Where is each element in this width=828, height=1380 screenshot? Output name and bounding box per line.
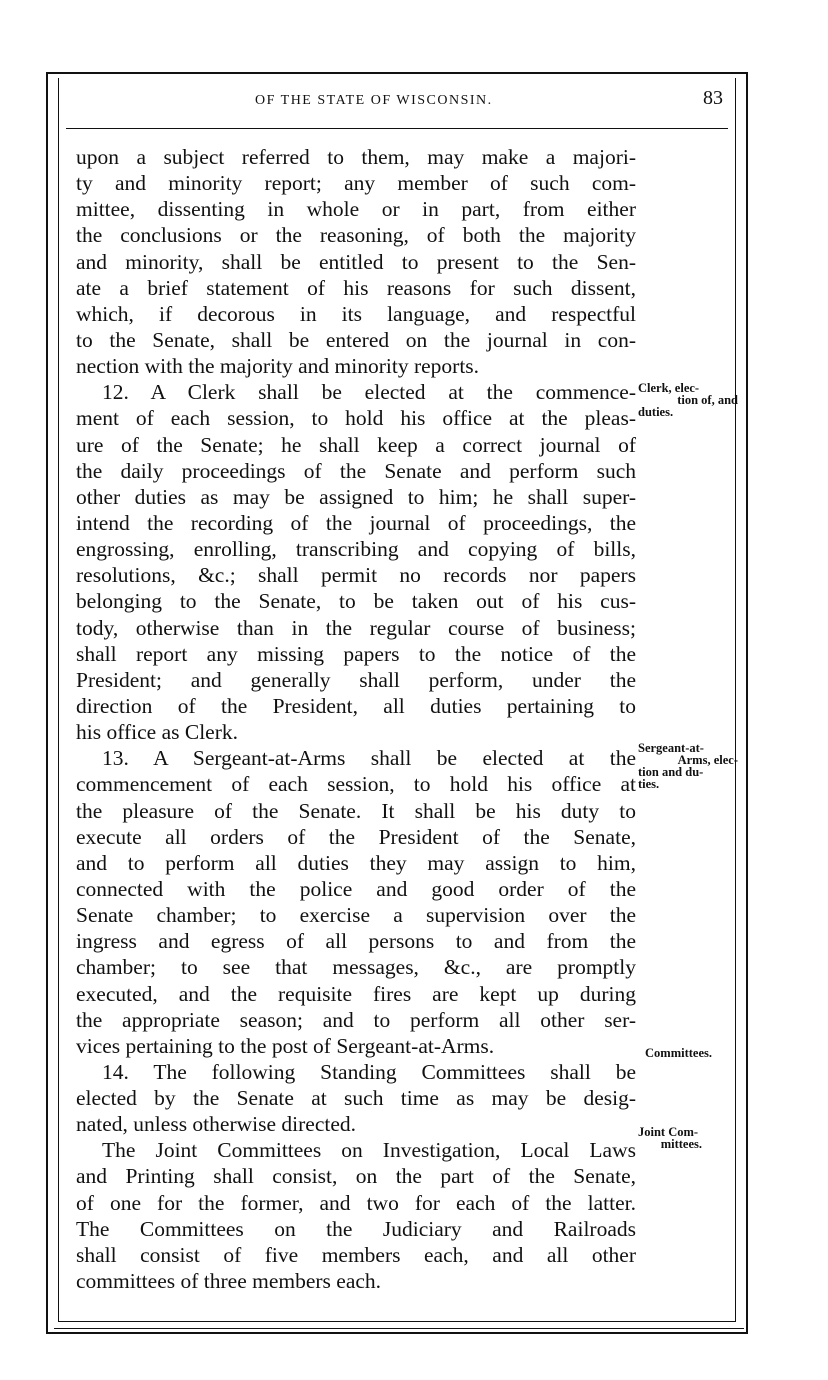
margin-note-sergeant [638,742,738,790]
text-line: nection with the majority and minority reports. [76,354,480,379]
margin-note-line: Committees. [645,1046,712,1060]
rule-14-start: 14. The following Standing Committees shall be [102,1059,636,1084]
text-line: ingress and egress of all persons to and from the [76,929,636,954]
page-border-bottom-rule [54,1328,744,1329]
rule-12-start: 12. A Clerk shall be elected at the commence- [102,380,636,405]
margin-note-line: Joint Com- [638,1125,699,1139]
margin-note-line: tion and du- [638,765,704,779]
text-line: upon a subject referred to them, may make a majori- [76,145,636,169]
margin-note-joint-committees [638,1126,738,1150]
text-line: direction of the President, all duties pertaining to [76,693,636,718]
text-line: of one for the former, and two for each of the latter. [76,1190,636,1215]
margin-note-committees [645,1047,745,1059]
margin-note-line: mittees. [660,1137,702,1151]
text-line: Senate chamber; to exercise a supervision over the [76,903,636,928]
text-line: elected by the Senate at such time as may be desig- [76,1086,636,1111]
body-text [76,144,636,1294]
joint-committees-start: The Joint Committees on Investigation, Local Laws [102,1138,636,1163]
text-line: ure of the Senate; he shall keep a correct journal of [76,432,636,457]
margin-note-line: ties. [638,777,660,791]
text-line: which, if decorous in its language, and respectful [76,301,636,326]
text-line: resolutions, &c.; shall permit no records nor papers [76,563,636,588]
rule-13-start: 13. A Sergeant-at-Arms shall be elected at the [102,746,636,771]
text-line: nated, unless otherwise directed. [76,1112,357,1137]
text-line: shall consist of five members each, and all other [76,1242,636,1267]
margin-note-line: Arms, elec- [677,753,738,767]
margin-note-line: tion of, and [677,393,738,407]
margin-note-clerk [638,382,738,418]
text-line: the daily proceedings of the Senate and perform such [76,458,636,483]
text-line: ty and minority report; any member of such com- [76,171,636,196]
text-line: President; and generally shall perform, under the [76,667,636,692]
page-number: 83 [703,87,723,109]
text-line: the conclusions or the reasoning, of both the majority [76,223,636,248]
text-line: tody, otherwise than in the regular course of business; [76,615,636,640]
text-line: execute all orders of the President of the Senate, [76,824,636,849]
text-line: engrossing, enrolling, transcribing and copying of bills, [76,537,636,562]
text-line: committees of three members each. [76,1269,382,1294]
text-line: belonging to the Senate, to be taken out of his cus- [76,589,636,614]
text-line: and minority, shall be entitled to present to the Sen- [76,249,636,274]
text-line: connected with the police and good order of the [76,876,636,901]
text-line: and to perform all duties they may assign to him, [76,850,636,875]
text-line: the appropriate season; and to perform all other ser- [76,1007,636,1032]
text-line: the pleasure of the Senate. It shall be his duty to [76,798,636,823]
text-line: intend the recording of the journal of proceedings, the [76,510,636,535]
text-line: executed, and the requisite fires are kept up during [76,981,636,1006]
margin-note-line: Clerk, elec- [638,381,700,395]
header-rule [66,128,728,129]
text-line: ment of each session, to hold his office at the pleas- [76,406,636,431]
text-line: ate a brief statement of his reasons for such dissent, [76,275,636,300]
text-line: commencement of each session, to hold his office at [76,772,636,797]
text-line: to the Senate, shall be entered on the journal in con- [76,327,636,352]
text-line: shall report any missing papers to the notice of the [76,641,636,666]
running-head: OF THE STATE OF WISCONSIN. [255,93,493,108]
text-line: other duties as may be assigned to him; he shall super- [76,484,636,509]
text-line: and Printing shall consist, on the part of the Senate, [76,1164,636,1189]
margin-note-line: duties. [638,405,674,419]
text-line: vices pertaining to the post of Sergeant-at-Arms. [76,1033,495,1058]
text-line: mittee, dissenting in whole or in part, from either [76,197,636,222]
margin-note-line: Sergeant-at- [638,741,704,755]
text-line: chamber; to see that messages, &c., are promptly [76,955,636,980]
text-line: The Committees on the Judiciary and Railroads [76,1216,636,1241]
text-line: his office as Clerk. [76,720,239,745]
